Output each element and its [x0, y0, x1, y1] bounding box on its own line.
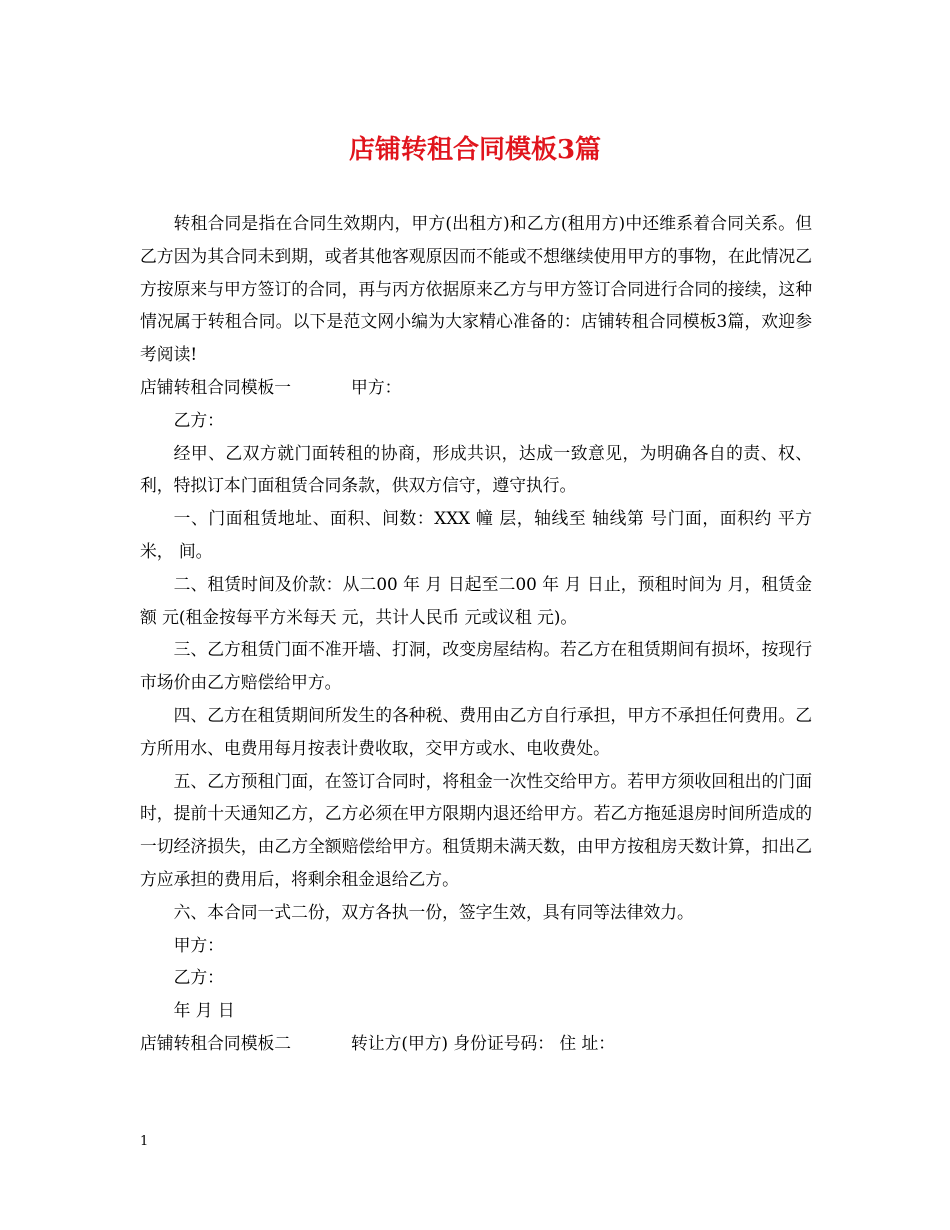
template-one-heading: 店铺转租合同模板一	[140, 376, 292, 397]
document-body	[140, 207, 812, 1060]
document-title: 店铺转租合同模板3篇	[348, 135, 602, 165]
signature-party-b: 乙方：	[173, 967, 224, 988]
template-two-heading: 店铺转租合同模板二	[140, 1032, 292, 1053]
page-number: 1	[140, 1134, 149, 1149]
clause-5: 五、乙方预租门面，在签订合同时，将租金一次性交给甲方。若甲方须收回租出的门面时，提前十天通知乙方，乙方必须在甲方限期内退还给甲方。若乙方拖延退房时间所造成的一切经济损失，由乙方全额赔偿给甲方。租赁期未满天数，由甲方按租房天数计算，扣出乙方应承担的费用后，将剩余租金退给乙方。	[140, 770, 812, 889]
party-a-label: 甲方：	[351, 376, 402, 397]
party-b-label: 乙方：	[173, 409, 224, 430]
signature-date: 年 月 日	[173, 1000, 235, 1021]
template-one-heading-line	[140, 371, 812, 404]
clause-1: 一、门面租赁地址、面积、间数：XXX 幢 层，轴线至 轴线第 号门面，面积约 平方米， 间。	[140, 508, 812, 561]
agreement-paragraph: 经甲、乙双方就门面转租的协商，形成共识，达成一致意见，为明确各自的责、权、利，特拟订本门面租赁合同条款，供双方信守，遵守执行。	[140, 442, 812, 496]
intro-paragraph: 转租合同是指在合同生效期内，甲方(出租方)和乙方(租用方)中还维系着合同关系。但乙方因为其合同未到期，或者其他客观原因而不能或不想继续使用甲方的事物，在此情况乙方按原来与甲方签订的合同，再与丙方依据原来乙方与甲方签订合同进行合同的接续，这种情况属于转租合同。以下是范文网小编为大家精心准备的：店铺转租合同模板3篇，欢迎参考阅读!	[140, 213, 812, 365]
signature-party-a: 甲方：	[173, 934, 224, 955]
template-two-heading-line	[140, 1027, 812, 1060]
transferor-info: 转让方(甲方) 身份证号码： 住 址：	[351, 1032, 616, 1053]
clause-3: 三、乙方租赁门面不准开墙、打洞，改变房屋结构。若乙方在租赁期间有损坏，按现行市场价由乙方赔偿给甲方。	[140, 639, 812, 693]
clause-2: 二、租赁时间及价款：从二00 年 月 日起至二00 年 月 日止，预租时间为 月，租赁金额 元(租金按每平方米每天 元，共计人民币 元或议租 元)。	[140, 573, 812, 627]
clause-4: 四、乙方在租赁期间所发生的各种税、费用由乙方自行承担，甲方不承担任何费用。乙方所用水、电费用每月按表计费收取，交甲方或水、电收费处。	[140, 704, 812, 758]
clause-6: 六、本合同一式二份，双方各执一份，签字生效，具有同等法律效力。	[173, 901, 694, 922]
